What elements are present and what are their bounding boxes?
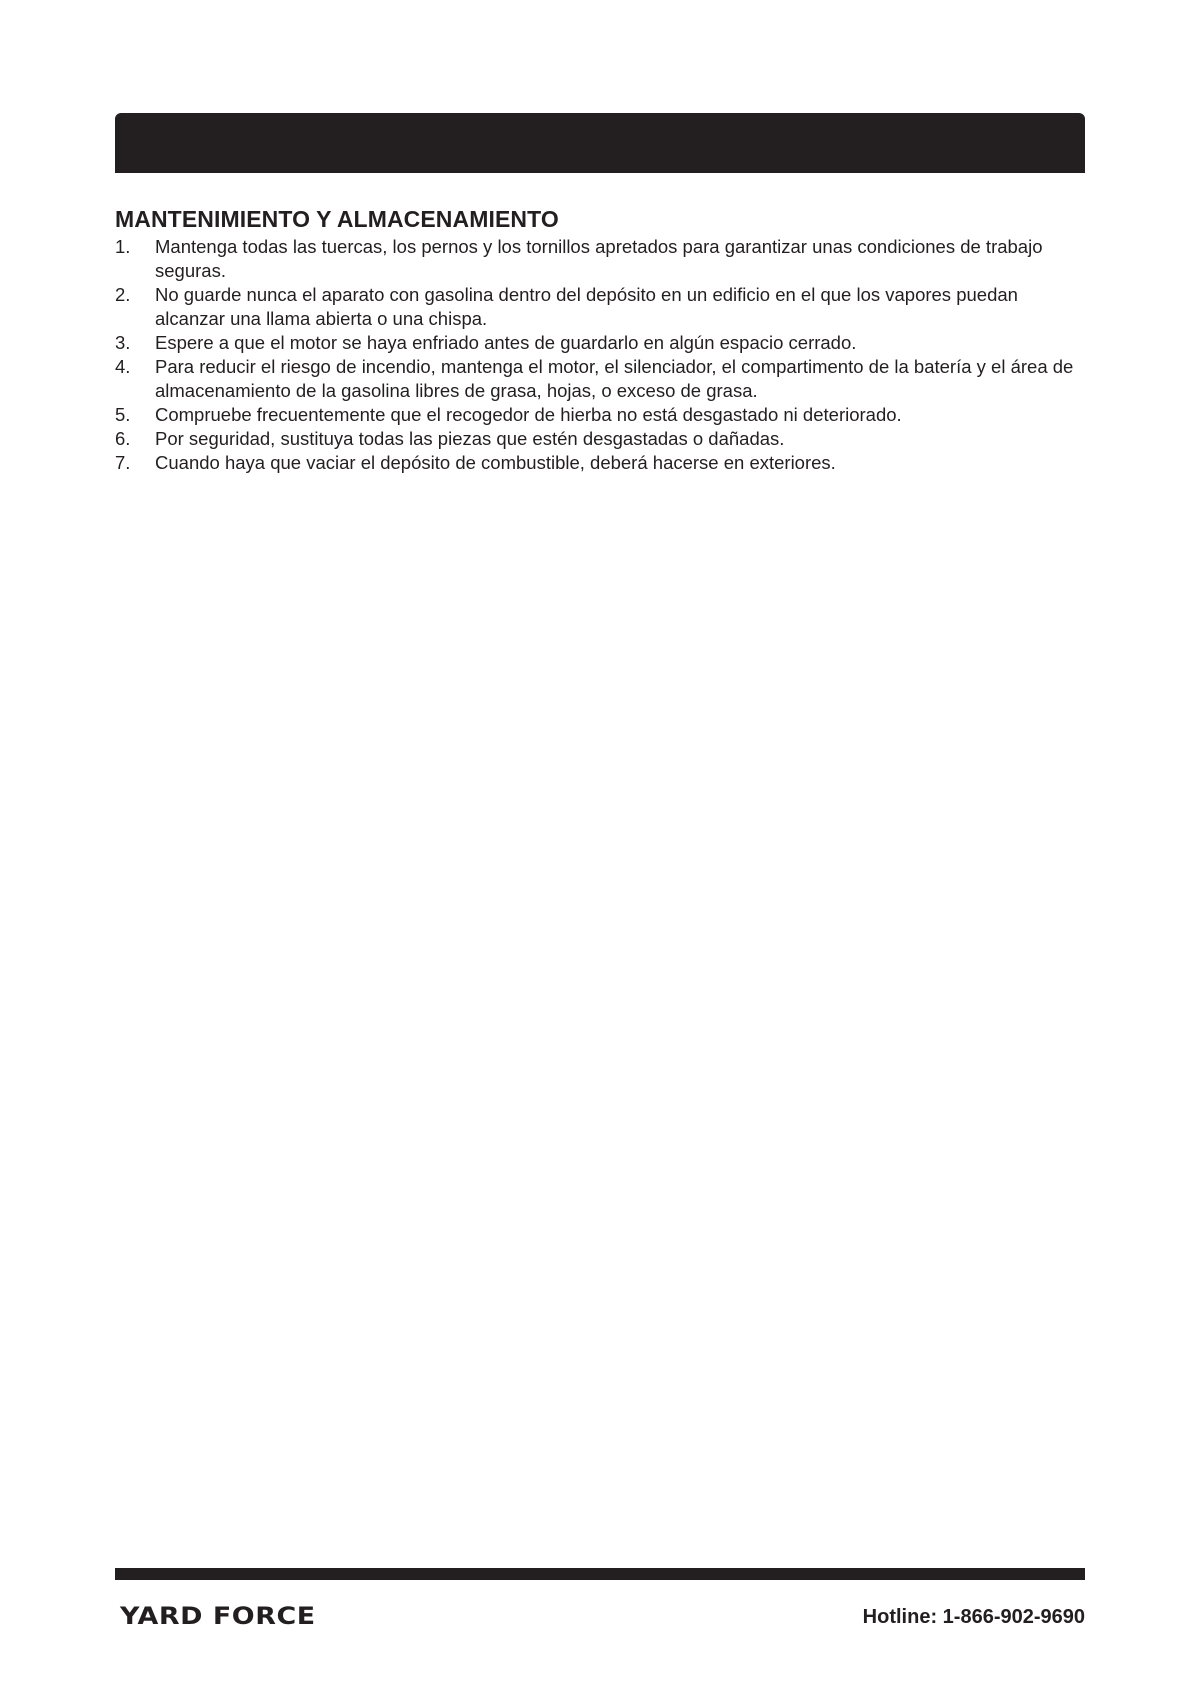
item-text: Para reducir el riesgo de incendio, mantenga el motor, el silenciador, el compartimento de la batería y el área de almacenamiento de la gasolina libres de grasa, hojas, o exceso de grasa. bbox=[155, 356, 1074, 401]
list-item bbox=[115, 235, 1090, 283]
item-text: Compruebe frecuentemente que el recogedor de hierba no está desgastado ni deteriorado. bbox=[155, 404, 902, 425]
item-text: No guarde nunca el aparato con gasolina dentro del depósito en un edificio en el que los vapores puedan alcanzar una llama abierta o una chispa. bbox=[155, 284, 1018, 329]
list-item bbox=[115, 283, 1090, 331]
instruction-list bbox=[115, 235, 1090, 475]
section-title: MANTENIMIENTO Y ALMACENAMIENTO bbox=[115, 206, 559, 232]
list-item bbox=[115, 331, 1090, 355]
hotline-text: Hotline: 1-866-902-9690 bbox=[862, 1606, 1085, 1628]
brand-logo: YARD FORCE bbox=[120, 1602, 316, 1630]
list-item bbox=[115, 427, 1090, 451]
item-number: 2. bbox=[115, 284, 131, 305]
item-number: 4. bbox=[115, 356, 131, 377]
item-number: 1. bbox=[115, 236, 131, 257]
item-number: 3. bbox=[115, 332, 131, 353]
item-text: Por seguridad, sustituya todas las piezas que estén desgastadas o dañadas. bbox=[155, 428, 785, 449]
list-item bbox=[115, 355, 1090, 403]
list-item bbox=[115, 403, 1090, 427]
item-number: 6. bbox=[115, 428, 131, 449]
item-text: Espere a que el motor se haya enfriado antes de guardarlo en algún espacio cerrado. bbox=[155, 332, 857, 353]
maintenance-section bbox=[115, 205, 1090, 475]
item-text: Mantenga todas las tuercas, los pernos y los tornillos apretados para garantizar unas condiciones de trabajo seguras. bbox=[155, 236, 1043, 281]
footer-rule bbox=[115, 1568, 1085, 1580]
item-text: Cuando haya que vaciar el depósito de combustible, deberá hacerse en exteriores. bbox=[155, 452, 836, 473]
item-number: 5. bbox=[115, 404, 131, 425]
list-item bbox=[115, 451, 1090, 475]
header-bar bbox=[115, 113, 1085, 173]
item-number: 7. bbox=[115, 452, 131, 473]
